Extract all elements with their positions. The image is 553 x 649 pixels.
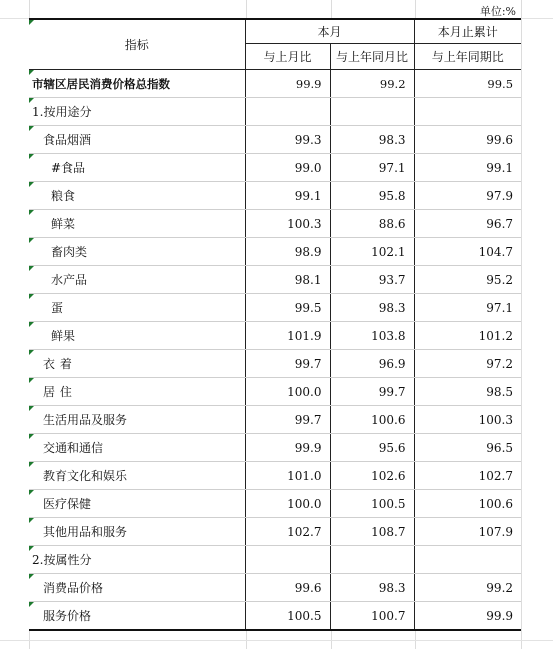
row-label-cell[interactable] <box>29 182 245 210</box>
value-cell[interactable]: 102.7 <box>414 462 521 490</box>
value-cell[interactable]: 98.9 <box>245 238 330 266</box>
cell-flag-icon <box>29 126 34 131</box>
table-row <box>29 350 521 378</box>
row-label-cell[interactable] <box>29 546 245 574</box>
value-cell[interactable]: 97.2 <box>414 350 521 378</box>
header-vs-same-month-last-year[interactable]: 与上年同月比 <box>330 44 414 70</box>
table-row <box>29 434 521 462</box>
row-label: 食品烟酒 <box>43 133 92 147</box>
row-label: 消费品价格 <box>43 581 104 595</box>
value-cell[interactable]: 101.0 <box>245 462 330 490</box>
value-cell[interactable]: 95.8 <box>330 182 414 210</box>
value-cell[interactable]: 99.0 <box>245 154 330 182</box>
grid-line <box>521 0 522 649</box>
header-vs-last-month[interactable]: 与上月比 <box>245 44 330 70</box>
row-label-cell[interactable] <box>29 154 245 182</box>
row-label: 服务价格 <box>43 609 92 623</box>
value-cell[interactable]: 101.9 <box>245 322 330 350</box>
value-cell[interactable]: 99.1 <box>245 182 330 210</box>
value-cell[interactable]: 99.6 <box>414 126 521 154</box>
table-row <box>29 574 521 602</box>
value-cell[interactable] <box>330 98 414 126</box>
row-label: 市辖区居民消费价格总指数 <box>32 76 170 91</box>
row-label-cell[interactable] <box>29 210 245 238</box>
value-cell[interactable]: 101.2 <box>414 322 521 350</box>
value-cell[interactable]: 100.3 <box>245 210 330 238</box>
table-row <box>29 518 521 546</box>
header-indicator-text: 指标 <box>124 38 149 52</box>
row-label-cell[interactable] <box>29 378 245 406</box>
unit-label: 单位:% <box>479 5 516 18</box>
row-label-cell[interactable] <box>29 126 245 154</box>
row-label: 生活用品及服务 <box>43 413 128 427</box>
value-cell[interactable]: 104.7 <box>414 238 521 266</box>
header-row-top <box>29 19 521 44</box>
row-label: 交通和通信 <box>43 441 104 455</box>
value-cell[interactable] <box>330 546 414 574</box>
value-cell[interactable]: 100.0 <box>245 378 330 406</box>
value-cell[interactable]: 96.5 <box>414 434 521 462</box>
value-cell[interactable]: 99.6 <box>245 574 330 602</box>
cpi-table-wrapper <box>29 18 521 631</box>
value-cell[interactable]: 95.6 <box>330 434 414 462</box>
row-label: 鲜菜 <box>51 217 76 231</box>
row-label-cell[interactable] <box>29 350 245 378</box>
row-label-cell[interactable] <box>29 574 245 602</box>
cpi-table <box>29 18 521 631</box>
row-label-cell[interactable] <box>29 238 245 266</box>
table-row <box>29 546 521 574</box>
cell-flag-icon <box>29 210 34 215</box>
value-cell[interactable]: 88.6 <box>330 210 414 238</box>
cell-flag-icon <box>29 546 34 551</box>
cell-flag-icon <box>29 266 34 271</box>
row-label: 2.按属性分 <box>32 553 92 567</box>
row-label-cell[interactable] <box>29 98 245 126</box>
value-cell[interactable]: 97.9 <box>414 182 521 210</box>
row-label: 蛋 <box>51 301 64 315</box>
value-cell[interactable]: 100.3 <box>414 406 521 434</box>
value-cell[interactable]: 97.1 <box>414 294 521 322</box>
row-label: 教育文化和娱乐 <box>43 469 128 483</box>
cell-flag-icon <box>29 238 34 243</box>
table-row <box>29 462 521 490</box>
table-row <box>29 70 521 98</box>
value-cell[interactable]: 99.2 <box>330 70 414 98</box>
value-cell[interactable]: 96.9 <box>330 350 414 378</box>
value-cell[interactable] <box>245 98 330 126</box>
cell-flag-icon <box>29 518 34 523</box>
value-cell[interactable]: 100.5 <box>245 602 330 631</box>
cell-flag-icon <box>29 322 34 327</box>
value-cell[interactable]: 100.5 <box>330 490 414 518</box>
header-indicator[interactable] <box>29 19 245 70</box>
row-label-cell[interactable] <box>29 518 245 546</box>
cell-flag-icon <box>29 98 34 103</box>
row-label: 水产品 <box>51 273 88 287</box>
table-row <box>29 602 521 631</box>
cell-flag-icon <box>29 182 34 187</box>
value-cell[interactable]: 93.7 <box>330 266 414 294</box>
table-row <box>29 266 521 294</box>
row-label: #食品 <box>51 161 86 175</box>
value-cell[interactable] <box>414 98 521 126</box>
header-vs-same-period-last-year[interactable]: 与上年同期比 <box>414 44 521 70</box>
value-cell[interactable]: 98.3 <box>330 574 414 602</box>
value-cell[interactable]: 100.0 <box>245 490 330 518</box>
row-label: 居 住 <box>43 385 73 399</box>
value-cell[interactable]: 100.6 <box>330 406 414 434</box>
cell-flag-icon <box>29 602 34 607</box>
value-cell[interactable]: 99.3 <box>245 126 330 154</box>
row-label-cell[interactable] <box>29 266 245 294</box>
row-label-cell[interactable] <box>29 434 245 462</box>
row-label: 粮食 <box>51 189 76 203</box>
table-body <box>29 70 521 631</box>
value-cell[interactable]: 99.2 <box>414 574 521 602</box>
row-label: 鲜果 <box>51 329 76 343</box>
value-cell[interactable]: 98.5 <box>414 378 521 406</box>
header-cumulative[interactable]: 本月止累计 <box>414 19 521 44</box>
table-row <box>29 490 521 518</box>
table-row <box>29 406 521 434</box>
row-label: 其他用品和服务 <box>43 525 128 539</box>
table-row <box>29 126 521 154</box>
value-cell[interactable]: 99.9 <box>245 70 330 98</box>
row-label: 衣 着 <box>43 357 73 371</box>
table-row <box>29 98 521 126</box>
value-cell[interactable]: 99.9 <box>245 434 330 462</box>
value-cell[interactable]: 99.5 <box>414 70 521 98</box>
value-cell[interactable]: 98.3 <box>330 294 414 322</box>
row-label-cell[interactable] <box>29 322 245 350</box>
table-row <box>29 378 521 406</box>
row-label-cell[interactable] <box>29 70 245 98</box>
cell-flag-icon <box>29 462 34 467</box>
row-label-cell[interactable] <box>29 602 245 631</box>
table-row <box>29 210 521 238</box>
value-cell[interactable]: 95.2 <box>414 266 521 294</box>
cell-flag-icon <box>29 490 34 495</box>
cell-flag-icon <box>29 154 34 159</box>
value-cell[interactable]: 102.6 <box>330 462 414 490</box>
value-cell[interactable]: 99.7 <box>330 378 414 406</box>
value-cell[interactable] <box>414 546 521 574</box>
row-label-cell[interactable] <box>29 462 245 490</box>
row-label-cell[interactable] <box>29 294 245 322</box>
table-row <box>29 238 521 266</box>
cell-flag-icon <box>29 350 34 355</box>
value-cell[interactable]: 103.8 <box>330 322 414 350</box>
value-cell[interactable]: 96.7 <box>414 210 521 238</box>
cell-flag-icon <box>29 378 34 383</box>
value-cell[interactable]: 108.7 <box>330 518 414 546</box>
value-cell[interactable]: 100.6 <box>414 490 521 518</box>
value-cell[interactable]: 98.3 <box>330 126 414 154</box>
row-label-cell[interactable] <box>29 490 245 518</box>
cell-flag-icon <box>29 294 34 299</box>
header-this-month[interactable]: 本月 <box>245 19 414 44</box>
value-cell[interactable]: 97.1 <box>330 154 414 182</box>
table-row <box>29 182 521 210</box>
table-row <box>29 154 521 182</box>
value-cell[interactable]: 107.9 <box>414 518 521 546</box>
value-cell[interactable]: 102.7 <box>245 518 330 546</box>
value-cell[interactable]: 99.9 <box>414 602 521 631</box>
row-label: 1.按用途分 <box>32 105 92 119</box>
value-cell[interactable]: 99.7 <box>245 406 330 434</box>
cell-flag-icon <box>29 574 34 579</box>
row-label: 医疗保健 <box>43 497 92 511</box>
row-label-cell[interactable] <box>29 406 245 434</box>
cell-flag-icon <box>29 70 34 75</box>
cell-flag-icon <box>29 406 34 411</box>
cell-flag-icon <box>29 434 34 439</box>
value-cell[interactable]: 99.1 <box>414 154 521 182</box>
value-cell[interactable]: 102.1 <box>330 238 414 266</box>
grid-line <box>0 640 553 641</box>
value-cell[interactable]: 99.7 <box>245 350 330 378</box>
value-cell[interactable] <box>245 546 330 574</box>
cell-flag-icon <box>29 20 34 25</box>
row-label: 畜肉类 <box>51 245 88 259</box>
table-row <box>29 294 521 322</box>
value-cell[interactable]: 99.5 <box>245 294 330 322</box>
value-cell[interactable]: 98.1 <box>245 266 330 294</box>
table-row <box>29 322 521 350</box>
value-cell[interactable]: 100.7 <box>330 602 414 631</box>
